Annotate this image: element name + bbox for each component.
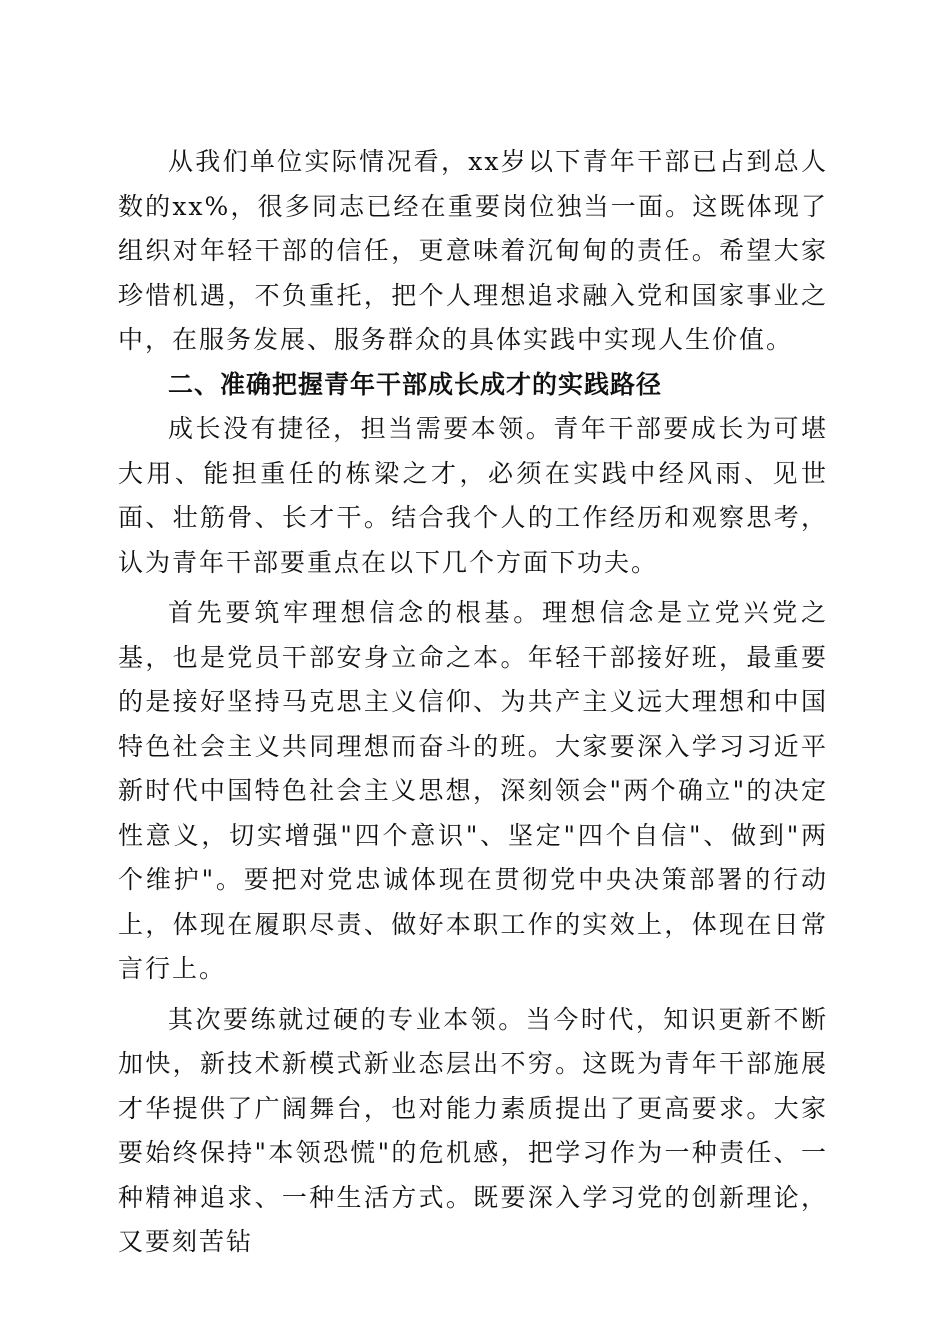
paragraph-growth-path-intro: 成长没有捷径，担当需要本领。青年干部要成长为可堪大用、能担重任的栋梁之才，必须在实践中经风雨、见世面、壮筋骨、长才干。结合我个人的工作经历和观察思考，认为青年干部要重点在以下几个方面下功夫。 <box>118 414 828 577</box>
section-heading-2: 二、准确把握青年干部成长成才的实践路径 <box>168 369 663 399</box>
document-body <box>118 140 828 1265</box>
paragraph-professional-skills: 其次要练就过硬的专业本领。当今时代，知识更新不断加快，新技术新模式新业态层出不穷。这既为青年干部施展才华提供了广阔舞台，也对能力素质提出了更高要求。大家要始终保持"本领恐慌"的危机感，把学习作为一种责任、一种精神追求、一种生活方式。既要深入学习党的创新理论，又要刻苦钻 <box>118 1004 828 1256</box>
paragraph-youth-cadre-ratio: 从我们单位实际情况看，xx岁以下青年干部已占到总人数的xx%，很多同志已经在重要岗位独当一面。这既体现了组织对年轻干部的信任，更意味着沉甸甸的责任。希望大家珍惜机遇，不负重托，把个人理想追求融入党和国家事业之中，在服务发展、服务群众的具体实践中实现人生价值。 <box>118 147 828 354</box>
paragraph-ideals-and-beliefs: 首先要筑牢理想信念的根基。理想信念是立党兴党之基，也是党员干部安身立命之本。年轻干部接好班，最重要的是接好坚持马克思主义信仰、为共产主义远大理想和中国特色社会主义共同理想而奋斗的班。大家要深入学习习近平新时代中国特色社会主义思想，深刻领会"两个确立"的决定性意义，切实增强"四个意识"、坚定"四个自信"、做到"两个维护"。要把对党忠诚体现在贯彻党中央决策部署的行动上，体现在履职尽责、做好本职工作的实效上，体现在日常言行上。 <box>118 598 828 983</box>
